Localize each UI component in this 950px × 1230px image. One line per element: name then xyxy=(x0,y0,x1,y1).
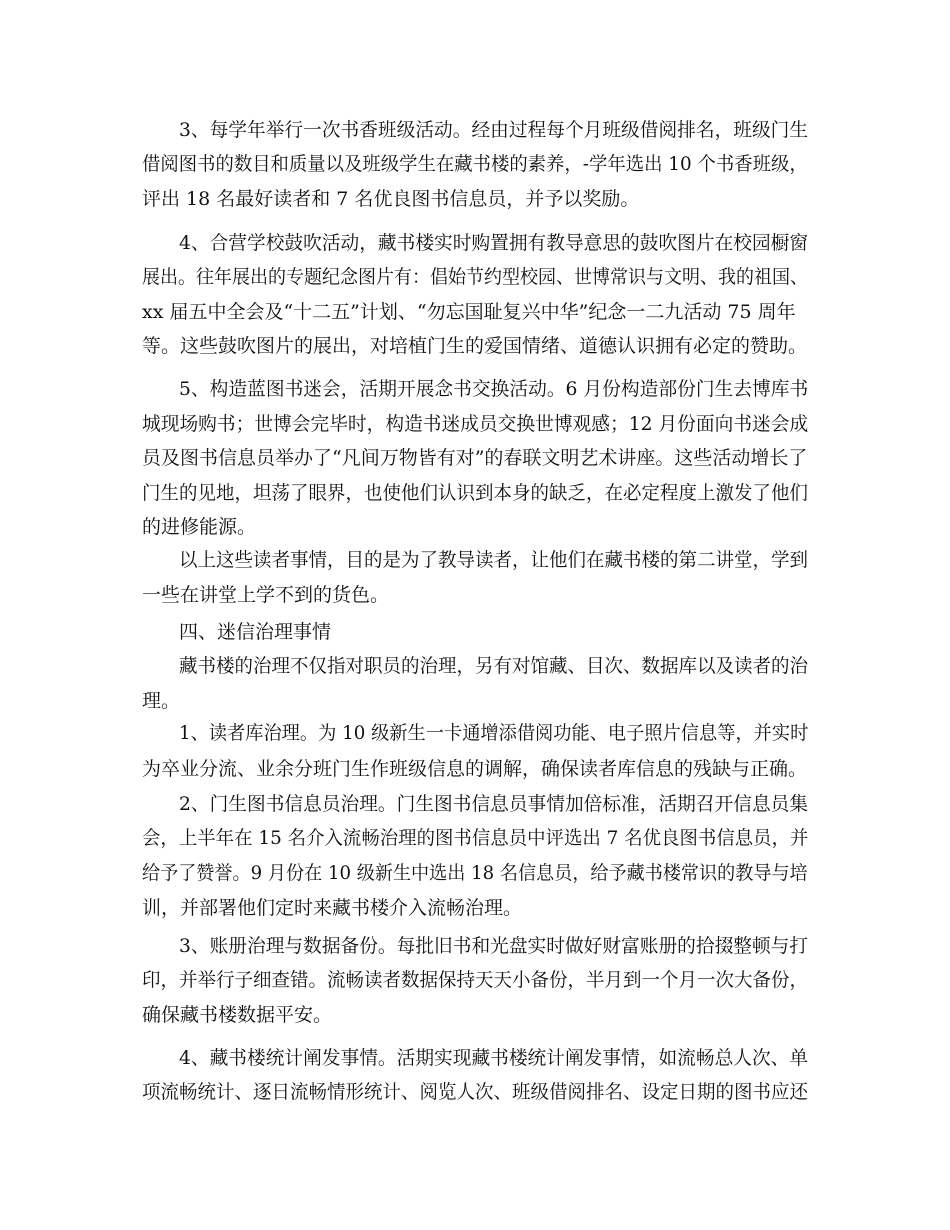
text-line: 1、读者库治理。为 10 级新生一卡通增添借阅功能、电子照片信息等，并实时 xyxy=(179,722,809,744)
text-line: 会，上半年在 15 名介入流畅治理的图书信息员中评选出 7 名优良图书信息员，并 xyxy=(142,827,809,849)
text-line: 确保藏书楼数据平安。 xyxy=(142,1004,333,1026)
text-line: 借阅图书的数目和质量以及班级学生在藏书楼的素养，-学年选出 10 个书香班级， xyxy=(142,153,808,175)
text-line: xx 届五中全会及“十二五”计划、“勿忘国耻复兴中华”纪念一二九活动 75 周年 xyxy=(142,301,796,323)
text-line: 城现场购书；世博会完毕时，构造书迷成员交换世博观感；12 月份面向书迷会成 xyxy=(142,413,809,435)
text-line: 展出。往年展出的专题纪念图片有：倡始节约型校园、世博常识与文明、我的祖国、 xyxy=(142,266,809,288)
text-line: 3、每学年举行一次书香班级活动。经由过程每个月班级借阅排名，班级门生 xyxy=(179,119,809,141)
text-line: 为卒业分流、业余分班门生作班级信息的调解，确保读者库信息的残缺与正确。 xyxy=(142,758,808,780)
text-line: 3、账册治理与数据备份。每批旧书和光盘实时做好财富账册的拾掇整顿与打 xyxy=(179,935,809,957)
text-line: 训，并部署他们定时来藏书楼介入流畅治理。 xyxy=(142,897,523,919)
text-line: 给予了赞誉。9 月份在 10 级新生中选出 18 名信息员，给予藏书楼常识的教导与培 xyxy=(142,862,808,884)
text-line: 4、藏书楼统计阐发事情。活期实现藏书楼统计阐发事情，如流畅总人次、单 xyxy=(179,1047,809,1069)
text-line: 印，并举行子细查错。流畅读者数据保持天天小备份，半月到一个月一次大备份， xyxy=(142,969,809,991)
section-heading: 四、迷信治理事情 xyxy=(179,621,332,643)
text-line: 项流畅统计、逐日流畅情形统计、阅览人次、班级借阅排名、设定日期的图书应还 xyxy=(142,1081,809,1103)
text-line: 的进修能源。 xyxy=(142,516,257,538)
text-line: 理。 xyxy=(142,690,181,712)
text-line: 等。这些鼓吹图片的展出，对培植门生的爱国情绪、道德认识拥有必定的赞助。 xyxy=(142,335,808,357)
text-line: 评出 18 名最好读者和 7 名优良图书信息员，并予以奖励。 xyxy=(142,188,640,210)
text-line: 门生的见地，坦荡了眼界，也使他们认识到本身的缺乏，在必定程度上激发了他们 xyxy=(142,482,809,504)
text-line: 藏书楼的治理不仅指对职员的治理，另有对馆藏、目次、数据库以及读者的治 xyxy=(179,655,809,677)
text-line: 4、合营学校鼓吹活动，藏书楼实时购置拥有教导意思的鼓吹图片在校园橱窗 xyxy=(179,232,809,254)
text-line: 5、构造蓝图书迷会，活期开展念书交换活动。6 月份构造部份门生去博库书 xyxy=(179,378,809,400)
text-line: 一些在讲堂上学不到的货色。 xyxy=(142,584,390,606)
text-line: 2、门生图书信息员治理。门生图书信息员事情加倍标准，活期召开信息员集 xyxy=(179,793,809,815)
text-line: 以上这些读者事情，目的是为了教导读者，让他们在藏书楼的第二讲堂，学到 xyxy=(179,549,809,571)
text-line: 员及图书信息员举办了“凡间万物皆有对”的春联文明艺术讲座。这些活动增长了 xyxy=(142,447,808,469)
